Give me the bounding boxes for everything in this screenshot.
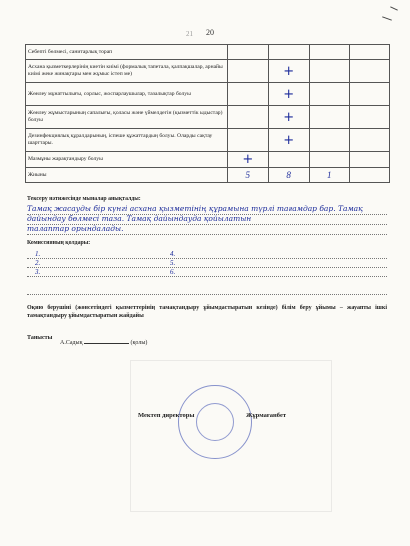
score-cell bbox=[349, 60, 389, 83]
criterion-cell: Жиыны bbox=[26, 168, 228, 183]
score-cell bbox=[309, 106, 349, 129]
score-cell bbox=[268, 45, 309, 60]
commission-heading: Комиссияның қолдары: bbox=[27, 240, 91, 246]
score-cell bbox=[309, 60, 349, 83]
score-cell bbox=[227, 83, 268, 106]
ack-line bbox=[60, 340, 147, 346]
ruled-line bbox=[27, 224, 387, 225]
criterion-cell: Себепті бөлмесі, санитарлық торап bbox=[26, 45, 228, 60]
ack-name: А.Садық bbox=[60, 340, 83, 346]
director-label: Мектеп директоры bbox=[138, 412, 195, 419]
signature-line: 2. bbox=[35, 259, 41, 267]
signature-line: 3. bbox=[35, 268, 41, 276]
findings-line: дайындау бөлмесі таза. Тамақ дайындауда қойылатын bbox=[27, 214, 252, 224]
score-cell bbox=[309, 152, 349, 168]
score-cell bbox=[227, 45, 268, 60]
handwritten-findings bbox=[27, 204, 387, 234]
criterion-cell: Жөнлеу мұнаттылығы, сорлыс, жоспарлаушылар, тазалықтар болуы bbox=[26, 83, 228, 106]
conclusions-heading: Тексеру нәтижесінде мыналар анықталды: bbox=[27, 196, 141, 202]
score-cell bbox=[309, 129, 349, 152]
director-name: Жұрмағанбет bbox=[246, 412, 287, 419]
criterion-cell: Мазмұны жарақтандыру болуы bbox=[26, 152, 228, 168]
ruled-line bbox=[27, 214, 387, 215]
table-row bbox=[26, 83, 390, 106]
ruled-line bbox=[27, 276, 387, 277]
table-row bbox=[26, 60, 390, 83]
commission-signatures-right bbox=[170, 250, 330, 277]
signature-line: 5. bbox=[170, 259, 176, 267]
margin-mark bbox=[382, 16, 392, 20]
score-cell bbox=[349, 45, 389, 60]
ruled-line bbox=[27, 258, 387, 259]
table-row bbox=[26, 129, 390, 152]
table-row bbox=[26, 106, 390, 129]
score-cell bbox=[309, 83, 349, 106]
score-cell bbox=[227, 106, 268, 129]
score-cell: + bbox=[227, 152, 268, 168]
signature-line: 4. bbox=[170, 250, 176, 258]
table-row bbox=[26, 152, 390, 168]
criterion-cell: Асхана қызметкерлерінің киетін киімі (формалық тапетала, қалпақшалар, арнайы киімі жеке жинақтары мен жұмыс істеп ме) bbox=[26, 60, 228, 83]
table-row bbox=[26, 45, 390, 60]
score-cell: + bbox=[268, 106, 309, 129]
signature-line: 1. bbox=[35, 250, 41, 258]
bleed-through bbox=[130, 360, 332, 512]
ruled-line bbox=[27, 234, 387, 235]
ack-suffix: (қолы) bbox=[130, 340, 148, 346]
page-side-mark: 21 bbox=[186, 30, 193, 38]
score-cell: + bbox=[268, 129, 309, 152]
score-cell bbox=[349, 168, 389, 183]
inspection-table bbox=[25, 44, 390, 183]
score-cell bbox=[349, 83, 389, 106]
page-number: 20 bbox=[206, 28, 214, 37]
criterion-cell: Дезинфекциялық құралдарының, іспеше құжаттардың болуы. Оларды сақтау шарттары. bbox=[26, 129, 228, 152]
score-cell: + bbox=[268, 83, 309, 106]
signature-line: 6. bbox=[170, 268, 176, 276]
findings-line: талаптар орындалады. bbox=[27, 224, 124, 234]
score-cell: 1 bbox=[309, 168, 349, 183]
ruled-line bbox=[27, 267, 387, 268]
score-cell bbox=[349, 152, 389, 168]
score-cell: + bbox=[268, 60, 309, 83]
margin-mark bbox=[390, 6, 398, 10]
score-cell bbox=[227, 129, 268, 152]
body-text: Оқию берушіні (жөнсетіндегі қызметтерінің тамақтандыру ұйымдастыратын кезінде) білім беру ұйымы – жауапты ішкі тамақтандыру ұйымдастыратын жайдайы bbox=[27, 305, 387, 319]
score-cell bbox=[227, 60, 268, 83]
ruled-line bbox=[27, 294, 387, 295]
score-cell bbox=[349, 129, 389, 152]
signature-field bbox=[84, 343, 129, 344]
score-cell: 5 bbox=[227, 168, 268, 183]
score-cell bbox=[349, 106, 389, 129]
ack-label: Танысты bbox=[27, 335, 53, 341]
score-cell: 8 bbox=[268, 168, 309, 183]
score-cell bbox=[309, 45, 349, 60]
score-cell bbox=[268, 152, 309, 168]
table-row bbox=[26, 168, 390, 183]
findings-line: Тамақ жасауды бір күнгі асхана қызметінің құрамына түрлі тағамдар бар. Тамақ bbox=[27, 204, 363, 213]
criterion-cell: Жөнлеу жұмыстарының сапалығы, қоласы және үймелдегін (қызметтік ыдыстар) болуы bbox=[26, 106, 228, 129]
